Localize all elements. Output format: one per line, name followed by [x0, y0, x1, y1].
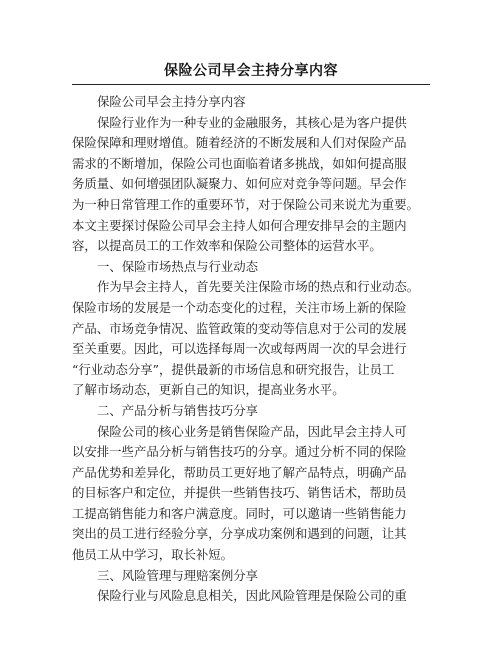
text-line: 产品、市场竞争情况、监管政策的变动等信息对于公司的发展	[72, 320, 407, 336]
text-line: 的目标客户和定位，并提供一些销售技巧、销售话术，帮助员	[72, 485, 407, 501]
text-line: 需求的不断增加，保险公司也面临着诸多挑战，如如何提高服	[72, 155, 407, 171]
text-line: 保险市场的发展是一个动态变化的过程，关注市场上新的保险	[72, 299, 407, 315]
text-line: 保险行业作为一种专业的金融服务，其核心是为客户提供	[97, 114, 407, 130]
text-line: 三、风险管理与理赔案例分享	[97, 567, 259, 583]
text-line: 保险保障和理财增值。随着经济的不断发展和人们对保险产品	[72, 135, 407, 151]
text-line: 他员工从中学习，取长补短。	[72, 547, 234, 563]
text-line: 至关重要。因此，可以选择每周一次或每两周一次的早会进行	[72, 341, 407, 357]
text-line: 为一种日常管理工作的重要环节，对于保险公司来说尤为重要。	[72, 196, 419, 212]
text-line: 工提高销售能力和客户满意度。同时，可以邀请一些销售能力	[72, 505, 407, 521]
text-line: 以安排一些产品分析与销售技巧的分享。通过分析不同的保险	[72, 444, 407, 460]
text-line: 保险行业与风险息息相关，因此风险管理是保险公司的重	[97, 588, 407, 604]
document-title: 保险公司早会主持分享内容	[164, 63, 338, 79]
text-line: 了解市场动态，更新自己的知识，提高业务水平。	[72, 382, 345, 398]
text-line: 务质量、如何增强团队凝聚力、如何应对竞争等问题。早会作	[72, 176, 407, 192]
text-line: 二、产品分析与销售技巧分享	[97, 402, 259, 418]
text-line: 保险公司的核心业务是销售保险产品，因此早会主持人可	[97, 423, 407, 439]
title-divider	[72, 84, 430, 85]
text-line: 容，以提高员工的工作效率和保险公司整体的运营水平。	[72, 238, 382, 254]
text-line: 作为早会主持人，首先要关注保险市场的热点和行业动态。	[97, 279, 420, 295]
text-line: 本文主要探讨保险公司早会主持人如何合理安排早会的主题内	[72, 217, 407, 233]
text-line: 突出的员工进行经验分享，分享成功案例和遇到的问题，让其	[72, 526, 407, 542]
text-line: “行业动态分享”，提供最新的市场信息和研究报告，让员工	[72, 361, 395, 377]
text-line: 保险公司早会主持分享内容	[97, 94, 246, 109]
text-line: 一、保险市场热点与行业动态	[97, 258, 259, 274]
text-line: 产品优势和差异化，帮助员工更好地了解产品特点，明确产品	[72, 464, 407, 480]
document-body	[72, 92, 430, 607]
